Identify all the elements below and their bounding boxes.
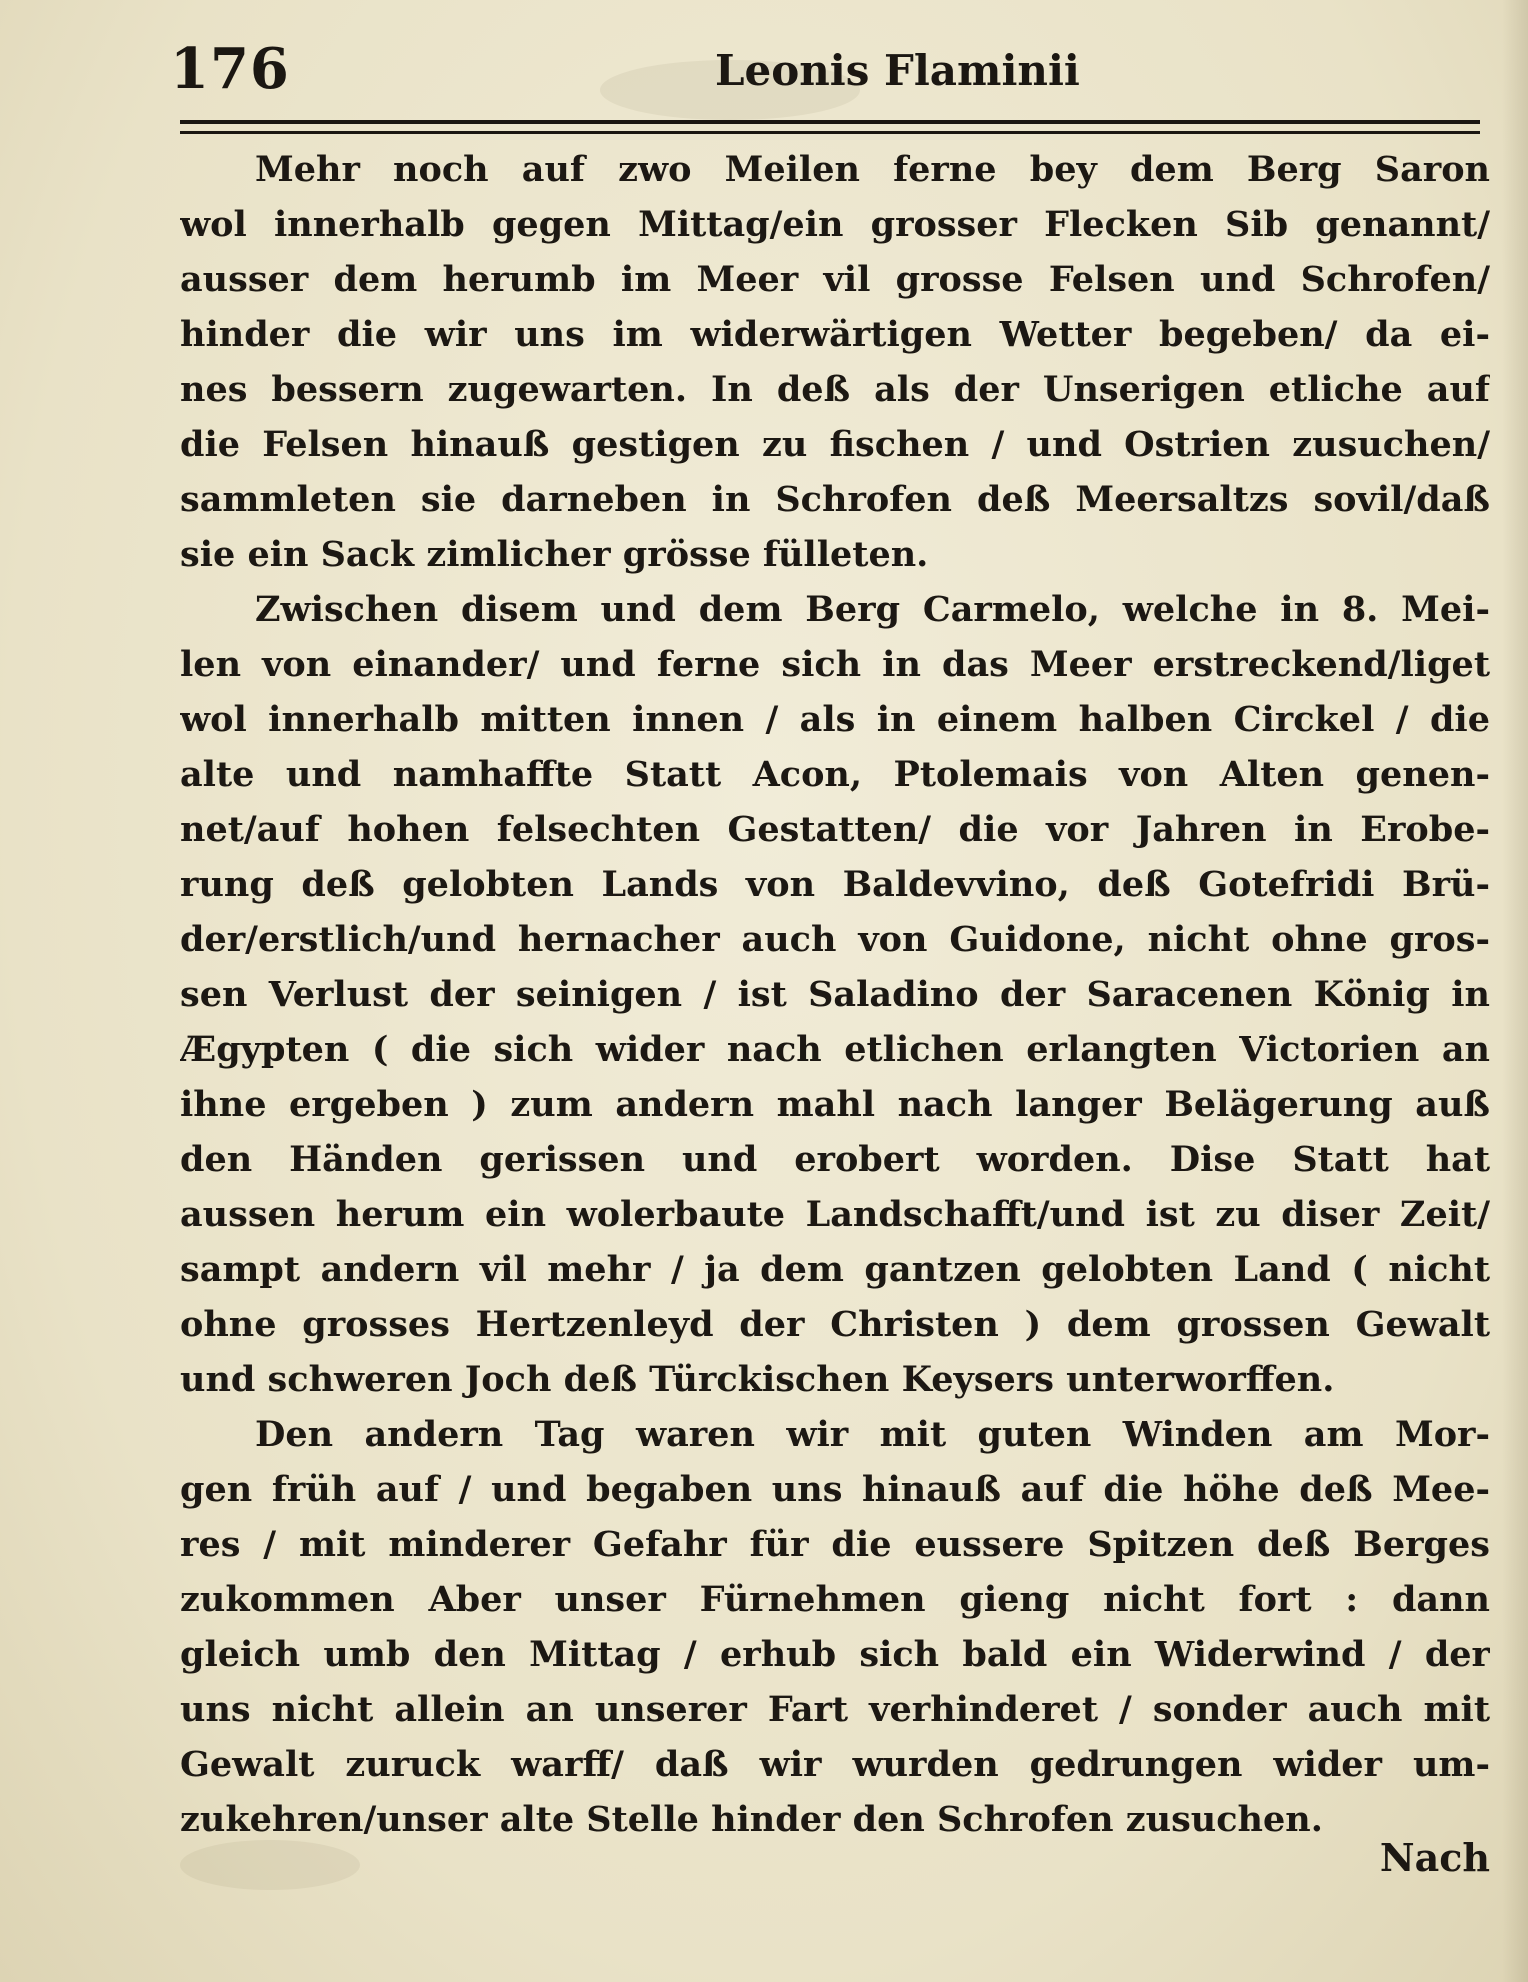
page-number: 176 (170, 36, 290, 102)
text-line: wol innerhalb gegen Mittag/ein grosser Flecken Sib genannt/ (180, 204, 1490, 245)
page-edge-shadow (1502, 0, 1528, 1982)
text-line: sen Verlust der seinigen / ist Saladino der Saracenen König in (180, 974, 1490, 1015)
text-line: nes bessern zugewarten. In deß als der Unserigen etliche auf (180, 369, 1490, 410)
text-line: den Händen gerissen und erobert worden. Dise Statt hat (180, 1139, 1490, 1180)
text-line: res / mit minderer Gefahr für die eussere Spitzen deß Berges (180, 1524, 1490, 1565)
text-line: sie ein Sack zimlicher grösse fülleten. (180, 534, 929, 575)
text-line: aussen herum ein wolerbaute Landschafft/und ist zu diser Zeit/ (180, 1194, 1490, 1235)
text-line: ausser dem herumb im Meer vil grosse Felsen und Schrofen/ (180, 259, 1490, 300)
text-line: uns nicht allein an unserer Fart verhinderet / sonder auch mit (180, 1689, 1490, 1730)
text-line: len von einander/ und ferne sich in das Meer erstreckend/liget (180, 644, 1490, 685)
header-rule (180, 120, 1480, 134)
text-line: wol innerhalb mitten innen / als in einem halben Circkel / die (180, 699, 1490, 740)
text-line: gleich umb den Mittag / erhub sich bald ein Widerwind / der (180, 1634, 1490, 1675)
running-head: Leonis Flaminii (715, 46, 1080, 95)
text-line: ihne ergeben ) zum andern mahl nach langer Belägerung auß (180, 1084, 1490, 1125)
text-line: ohne grosses Hertzenleyd der Christen ) dem grossen Gewalt (180, 1304, 1490, 1345)
text-line: sammleten sie darneben in Schrofen deß Meersaltzs sovil/daß (180, 479, 1490, 520)
text-line: net/auf hohen felsechten Gestatten/ die vor Jahren in Erobe- (180, 809, 1490, 850)
text-line: Zwischen disem und dem Berg Carmelo, welche in 8. Mei- (255, 589, 1490, 630)
text-line: gen früh auf / und begaben uns hinauß auf die höhe deß Mee- (180, 1469, 1490, 1510)
text-line: sampt andern vil mehr / ja dem gantzen gelobten Land ( nicht (180, 1249, 1490, 1290)
text-line: hinder die wir uns im widerwärtigen Wetter begeben/ da ei- (180, 314, 1490, 355)
text-line: und schweren Joch deß Türckischen Keysers unterworffen. (180, 1359, 1335, 1400)
text-line: zukehren/unser alte Stelle hinder den Schrofen zusuchen. (180, 1799, 1323, 1840)
text-line: zukommen Aber unser Fürnehmen gieng nicht fort : dann (180, 1579, 1490, 1620)
catchword: Nach (1379, 1835, 1490, 1880)
paper-stain (180, 1840, 360, 1890)
body-text (180, 142, 1490, 1847)
text-line: Den andern Tag waren wir mit guten Winden am Mor- (255, 1414, 1490, 1455)
text-line: alte und namhaffte Statt Acon, Ptolemais von Alten genen- (180, 754, 1490, 795)
text-line: der/erstlich/und hernacher auch von Guidone, nicht ohne gros- (180, 919, 1490, 960)
text-line: rung deß gelobten Lands von Baldevvino, deß Gotefridi Brü- (180, 864, 1490, 905)
text-line: Ægypten ( die sich wider nach etlichen erlangten Victorien an (180, 1029, 1490, 1070)
page-header (170, 36, 1490, 116)
text-line: Mehr noch auf zwo Meilen ferne bey dem Berg Saron (255, 149, 1490, 190)
text-line: Gewalt zuruck warff/ daß wir wurden gedrungen wider um- (180, 1744, 1490, 1785)
text-line: die Felsen hinauß gestigen zu fischen / und Ostrien zusuchen/ (180, 424, 1490, 465)
